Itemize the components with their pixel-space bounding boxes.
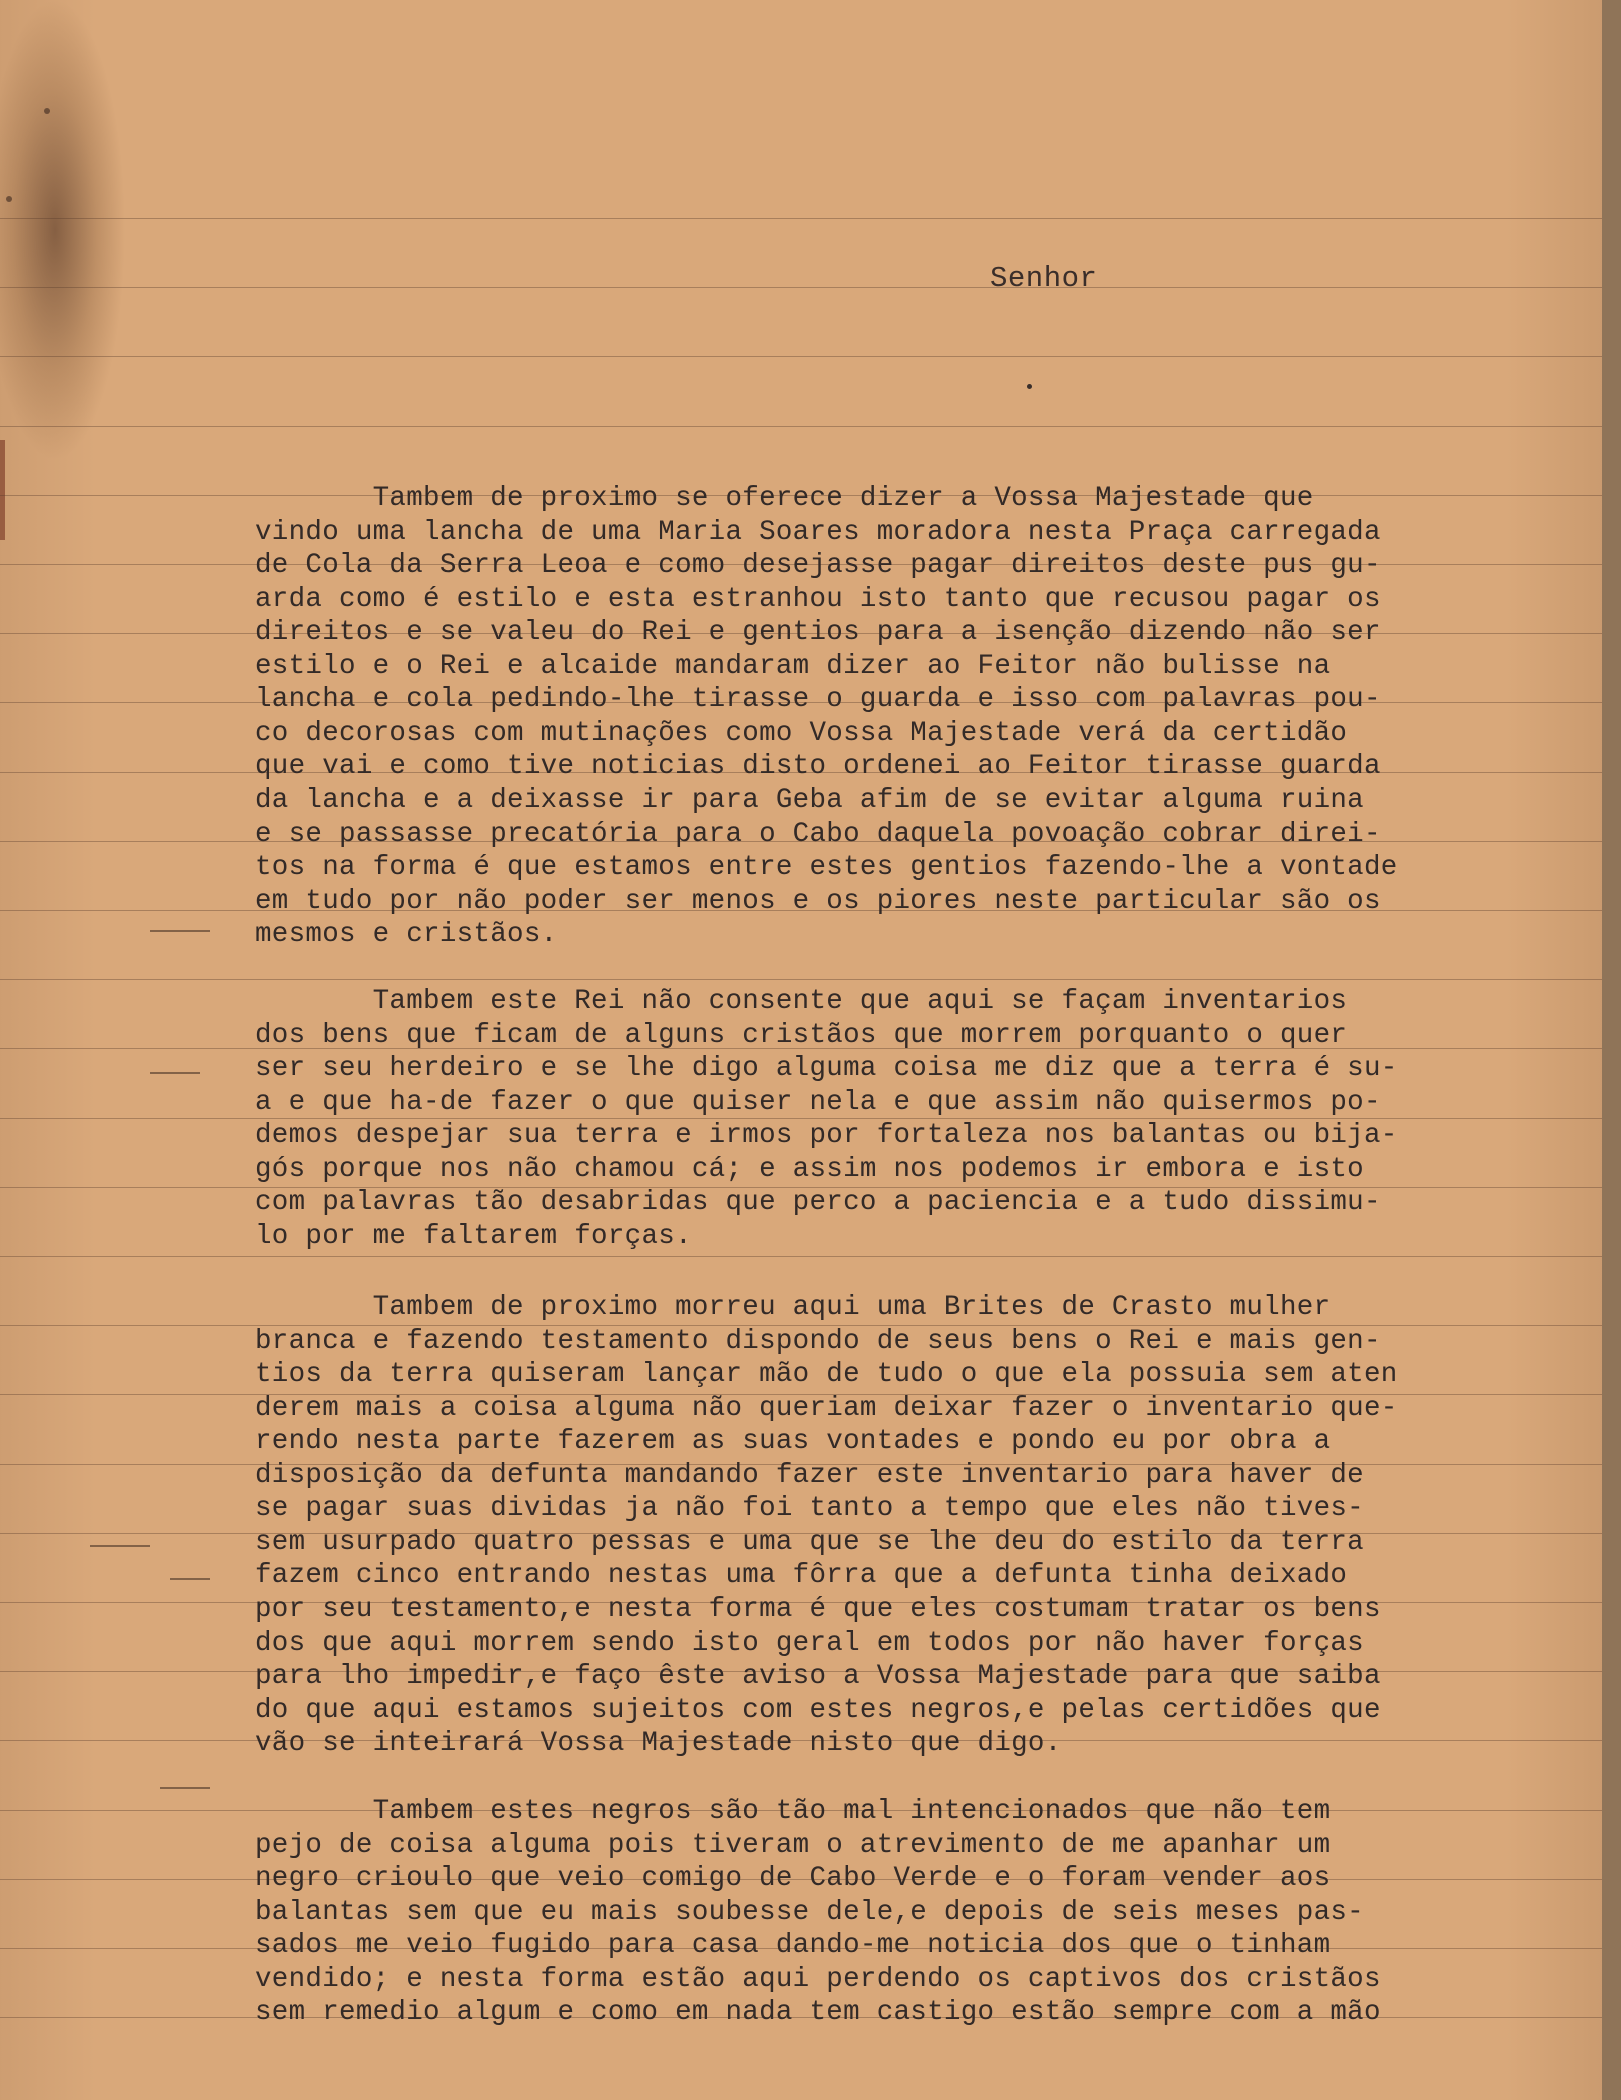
binding-stain xyxy=(0,440,5,540)
text-line: vão se inteirará Vossa Majestade nisto que digo. xyxy=(255,1728,1062,1760)
margin-mark xyxy=(150,930,210,932)
text-line: lancha e cola pedindo-lhe tirasse o guarda e isso com palavras pou- xyxy=(255,684,1381,716)
page-edge xyxy=(1602,0,1621,2100)
ink-speck xyxy=(1027,384,1032,389)
text-line: a e que ha-de fazer o que quiser nela e que assim não quisermos po- xyxy=(255,1086,1381,1118)
text-line: por seu testamento,e nesta forma é que eles costumam tratar os bens xyxy=(255,1593,1381,1625)
text-line: arda como é estilo e esta estranhou isto tanto que recusou pagar os xyxy=(255,583,1381,615)
text-line: demos despejar sua terra e irmos por fortaleza nos balantas ou bija- xyxy=(255,1120,1398,1152)
text-line: pejo de coisa alguma pois tiveram o atrevimento de me apanhar um xyxy=(255,1829,1331,1861)
text-line: balantas sem que eu mais soubesse dele,e depois de seis meses pas- xyxy=(255,1896,1364,1928)
margin-mark xyxy=(90,1545,150,1547)
text-line: Tambem de proximo morreu aqui uma Brites de Crasto mulher xyxy=(255,1292,1331,1323)
ruled-line xyxy=(0,356,1602,357)
ruled-line xyxy=(0,218,1602,219)
punch-hole xyxy=(44,108,50,114)
text-line: rendo nesta parte fazerem as suas vontades e pondo eu por obra a xyxy=(255,1426,1331,1458)
text-line: co decorosas com mutinações como Vossa Majestade verá da certidão xyxy=(255,717,1348,749)
text-line: disposição da defunta mandando fazer este inventario para haver de xyxy=(255,1459,1364,1491)
text-line: sados me veio fugido para casa dando-me noticia dos que o tinham xyxy=(255,1930,1331,1962)
text-line: que vai e como tive noticias disto ordenei ao Feitor tirasse guarda xyxy=(255,751,1381,783)
text-line: dos bens que ficam de alguns cristãos que morrem porquanto o quer xyxy=(255,1019,1348,1051)
text-line: para lho impedir,e faço êste aviso a Vossa Majestade para que saiba xyxy=(255,1661,1381,1693)
text-line: sem usurpado quatro pessas e uma que se lhe deu do estilo da terra xyxy=(255,1526,1364,1558)
text-line: em tudo por não poder ser menos e os piores neste particular são os xyxy=(255,885,1381,917)
text-line: do que aqui estamos sujeitos com estes negros,e pelas certidões que xyxy=(255,1694,1381,1726)
text-line: negro crioulo que veio comigo de Cabo Verde e o foram vender aos xyxy=(255,1863,1331,1895)
text-line: de Cola da Serra Leoa e como desejasse pagar direitos deste pus gu- xyxy=(255,550,1381,582)
text-line: branca e fazendo testamento dispondo de seus bens o Rei e mais gen- xyxy=(255,1325,1381,1357)
text-line: da lancha e a deixasse ir para Geba afim de se evitar alguma ruina xyxy=(255,784,1364,816)
margin-mark xyxy=(170,1578,210,1580)
text-line: lo por me faltarem forças. xyxy=(255,1220,692,1252)
text-line: sem remedio algum e como em nada tem castigo estão sempre com a mão xyxy=(255,1997,1381,2029)
salutation: Senhor xyxy=(990,262,1098,295)
text-line: direitos e se valeu do Rei e gentios para a isenção dizendo não ser xyxy=(255,617,1381,649)
ruled-line xyxy=(0,287,1602,288)
text-line: derem mais a coisa alguma não queriam deixar fazer o inventario que- xyxy=(255,1392,1398,1424)
text-line: vindo uma lancha de uma Maria Soares moradora nesta Praça carregada xyxy=(255,516,1381,548)
ruled-line xyxy=(0,1256,1602,1257)
ruled-line xyxy=(0,426,1602,427)
text-line: com palavras tão desabridas que perco a paciencia e a tudo dissimu- xyxy=(255,1187,1381,1219)
text-line: mesmos e cristãos. xyxy=(255,919,558,951)
text-line: Tambem este Rei não consente que aqui se façam inventarios xyxy=(255,986,1348,1017)
text-line: Tambem estes negros são tão mal intencionados que não tem xyxy=(255,1796,1331,1827)
text-line: se pagar suas dividas ja não foi tanto a tempo que eles não tives- xyxy=(255,1493,1364,1525)
margin-mark xyxy=(160,1787,210,1789)
text-line: ser seu herdeiro e se lhe digo alguma coisa me diz que a terra é su- xyxy=(255,1053,1398,1085)
text-line: fazem cinco entrando nestas uma fôrra que a defunta tinha deixado xyxy=(255,1560,1348,1592)
text-line: vendido; e nesta forma estão aqui perdendo os captivos dos cristãos xyxy=(255,1963,1381,1995)
text-line: tios da terra quiseram lançar mão de tudo o que ela possuia sem aten xyxy=(255,1359,1398,1391)
text-line: gós porque nos não chamou cá; e assim nos podemos ir embora e isto xyxy=(255,1153,1364,1185)
text-line: e se passasse precatória para o Cabo daquela povoação cobrar direi- xyxy=(255,818,1381,850)
ruled-line xyxy=(0,979,1602,980)
text-line: dos que aqui morrem sendo isto geral em todos por não haver forças xyxy=(255,1627,1364,1659)
punch-hole xyxy=(6,196,12,202)
margin-mark xyxy=(150,1072,200,1074)
text-line: estilo e o Rei e alcaide mandaram dizer ao Feitor não bulisse na xyxy=(255,650,1331,682)
text-line: tos na forma é que estamos entre estes gentios fazendo-lhe a vontade xyxy=(255,852,1398,884)
text-line: Tambem de proximo se oferece dizer a Vossa Majestade que xyxy=(255,483,1314,514)
